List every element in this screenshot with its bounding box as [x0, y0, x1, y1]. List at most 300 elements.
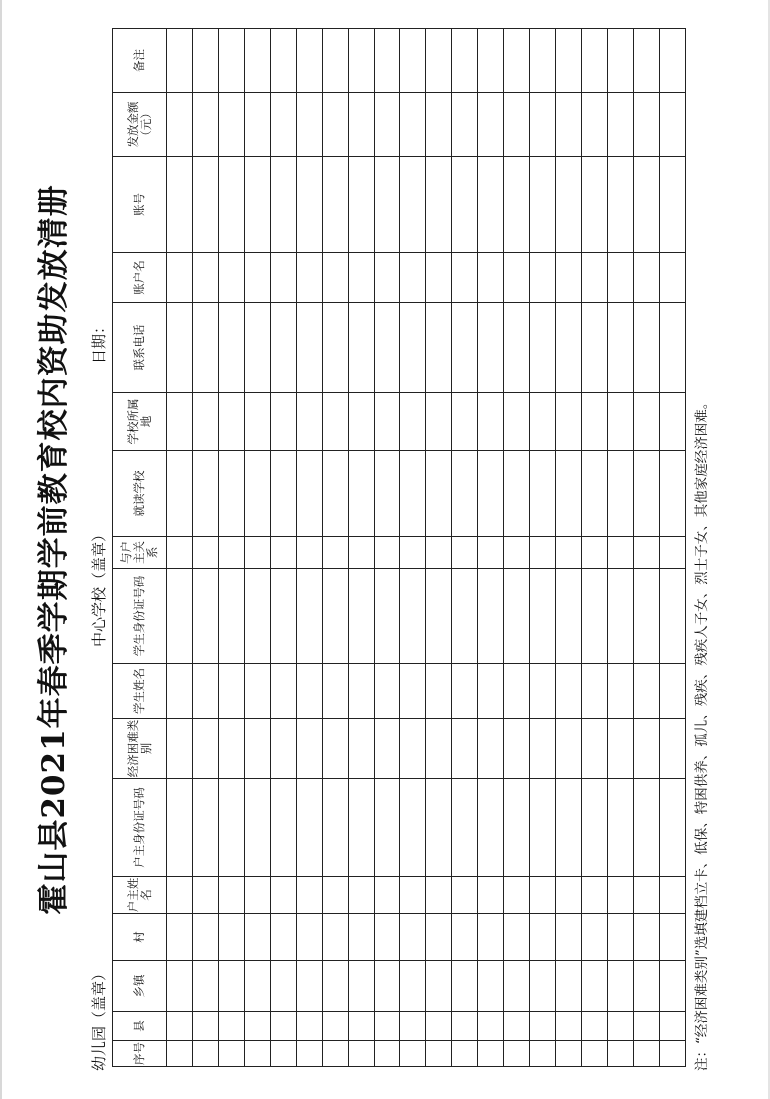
table-cell: [556, 157, 582, 253]
table-cell: [244, 779, 270, 877]
table-cell: [374, 537, 400, 569]
table-cell: [374, 719, 400, 779]
table-cell: [582, 1012, 608, 1041]
table-cell: [607, 719, 633, 779]
table-cell: [167, 569, 193, 664]
table-cell: [244, 569, 270, 664]
table-cell: [504, 664, 530, 719]
table-cell: [556, 664, 582, 719]
table-cell: [348, 779, 374, 877]
table-row: [582, 29, 608, 1067]
table-row: [167, 29, 193, 1067]
table-cell: [192, 253, 218, 303]
table-cell: [270, 914, 296, 961]
table-cell: [582, 719, 608, 779]
table-cell: [374, 877, 400, 914]
table-cell: [192, 914, 218, 961]
table-cell: [633, 719, 659, 779]
table-cell: [452, 877, 478, 914]
table-cell: [322, 961, 348, 1012]
table-cell: [270, 303, 296, 393]
table-cell: [400, 914, 426, 961]
header-relation: 与户主关系: [113, 537, 167, 569]
table-cell: [400, 29, 426, 93]
header-town: 乡镇: [113, 961, 167, 1012]
table-cell: [530, 393, 556, 451]
table-cell: [530, 303, 556, 393]
table-cell: [322, 29, 348, 93]
table-cell: [478, 451, 504, 537]
table-cell: [348, 877, 374, 914]
table-cell: [607, 961, 633, 1012]
table-cell: [478, 537, 504, 569]
table-cell: [659, 451, 685, 537]
table-cell: [530, 253, 556, 303]
table-cell: [659, 1012, 685, 1041]
table-cell: [452, 29, 478, 93]
table-cell: [270, 93, 296, 157]
table-cell: [530, 914, 556, 961]
table-row: [659, 29, 685, 1067]
table-cell: [478, 157, 504, 253]
table-cell: [374, 29, 400, 93]
table-cell: [296, 157, 322, 253]
table-cell: [659, 29, 685, 93]
table-cell: [504, 29, 530, 93]
table-cell: [192, 664, 218, 719]
table-cell: [218, 719, 244, 779]
table-cell: [296, 664, 322, 719]
table-cell: [582, 29, 608, 93]
table-cell: [426, 719, 452, 779]
table-cell: [296, 93, 322, 157]
table-cell: [374, 393, 400, 451]
table-cell: [348, 393, 374, 451]
table-row: [374, 29, 400, 1067]
table-cell: [218, 537, 244, 569]
table-cell: [426, 1041, 452, 1067]
table-cell: [607, 664, 633, 719]
table-cell: [244, 157, 270, 253]
header-householder-name: 户主姓名: [113, 877, 167, 914]
table-cell: [400, 779, 426, 877]
table-cell: [659, 393, 685, 451]
table-cell: [556, 451, 582, 537]
table-cell: [270, 779, 296, 877]
table-cell: [633, 393, 659, 451]
table-cell: [452, 961, 478, 1012]
table-cell: [167, 961, 193, 1012]
table-cell: [452, 253, 478, 303]
table-cell: [530, 569, 556, 664]
table-cell: [478, 914, 504, 961]
table-cell: [504, 914, 530, 961]
table-cell: [296, 914, 322, 961]
table-cell: [426, 29, 452, 93]
table-cell: [607, 303, 633, 393]
table-cell: [244, 914, 270, 961]
table-cell: [348, 961, 374, 1012]
table-row: [218, 29, 244, 1067]
table-cell: [348, 664, 374, 719]
table-cell: [426, 877, 452, 914]
table-cell: [348, 719, 374, 779]
table-cell: [218, 303, 244, 393]
table-cell: [556, 877, 582, 914]
table-cell: [192, 961, 218, 1012]
table-cell: [504, 157, 530, 253]
table-row: [348, 29, 374, 1067]
table-cell: [659, 914, 685, 961]
table-row: [426, 29, 452, 1067]
table-cell: [530, 451, 556, 537]
table-cell: [192, 451, 218, 537]
table-cell: [218, 29, 244, 93]
table-cell: [607, 29, 633, 93]
table-cell: [322, 537, 348, 569]
table-row: [322, 29, 348, 1067]
table-cell: [556, 93, 582, 157]
table-cell: [244, 1041, 270, 1067]
table-cell: [659, 719, 685, 779]
header-village: 村: [113, 914, 167, 961]
table-cell: [348, 1041, 374, 1067]
table-cell: [582, 961, 608, 1012]
table-cell: [426, 157, 452, 253]
table-cell: [322, 451, 348, 537]
table-cell: [296, 451, 322, 537]
table-cell: [322, 303, 348, 393]
table-cell: [167, 451, 193, 537]
table-cell: [322, 93, 348, 157]
table-cell: [478, 303, 504, 393]
table-cell: [633, 29, 659, 93]
table-cell: [659, 537, 685, 569]
table-cell: [607, 253, 633, 303]
table-cell: [322, 877, 348, 914]
table-cell: [400, 451, 426, 537]
table-cell: [426, 393, 452, 451]
table-cell: [426, 1012, 452, 1041]
table-cell: [270, 664, 296, 719]
table-cell: [218, 157, 244, 253]
table-cell: [607, 157, 633, 253]
table-cell: [192, 29, 218, 93]
table-cell: [244, 303, 270, 393]
table-cell: [322, 253, 348, 303]
table-cell: [504, 779, 530, 877]
table-cell: [244, 393, 270, 451]
table-cell: [530, 29, 556, 93]
table-cell: [582, 451, 608, 537]
table-cell: [244, 719, 270, 779]
table-cell: [633, 779, 659, 877]
header-account-name: 账户名: [113, 253, 167, 303]
table-cell: [633, 537, 659, 569]
table-cell: [322, 569, 348, 664]
table-cell: [426, 914, 452, 961]
table-cell: [244, 451, 270, 537]
table-cell: [296, 877, 322, 914]
table-cell: [348, 914, 374, 961]
table-cell: [374, 914, 400, 961]
table-cell: [374, 157, 400, 253]
table-cell: [478, 1041, 504, 1067]
table-cell: [167, 914, 193, 961]
table-cell: [348, 303, 374, 393]
table-cell: [633, 961, 659, 1012]
table-cell: [400, 1012, 426, 1041]
table-cell: [218, 569, 244, 664]
table-cell: [530, 664, 556, 719]
table-cell: [270, 157, 296, 253]
table-cell: [582, 877, 608, 914]
table-row: [556, 29, 582, 1067]
table-cell: [556, 1041, 582, 1067]
table-cell: [270, 961, 296, 1012]
header-student-id: 学生身份证号码: [113, 569, 167, 664]
table-cell: [478, 1012, 504, 1041]
table-cell: [192, 157, 218, 253]
table-cell: [452, 914, 478, 961]
table-cell: [607, 779, 633, 877]
header-phone: 联系电话: [113, 303, 167, 393]
table-cell: [607, 1041, 633, 1067]
table-cell: [582, 779, 608, 877]
table-cell: [504, 1041, 530, 1067]
table-cell: [452, 157, 478, 253]
table-cell: [400, 1041, 426, 1067]
table-cell: [167, 303, 193, 393]
table-cell: [348, 29, 374, 93]
table-cell: [426, 303, 452, 393]
table-cell: [426, 537, 452, 569]
table-cell: [167, 719, 193, 779]
table-cell: [296, 253, 322, 303]
table-cell: [607, 1012, 633, 1041]
table-cell: [400, 961, 426, 1012]
table-cell: [556, 29, 582, 93]
table-cell: [244, 1012, 270, 1041]
table-cell: [270, 29, 296, 93]
table-cell: [322, 1041, 348, 1067]
table-cell: [374, 961, 400, 1012]
table-cell: [296, 537, 322, 569]
table-cell: [218, 664, 244, 719]
table-cell: [322, 719, 348, 779]
table-cell: [633, 253, 659, 303]
header-amount: 发放金额（元）: [113, 93, 167, 157]
table-cell: [374, 451, 400, 537]
table-cell: [167, 779, 193, 877]
table-cell: [504, 877, 530, 914]
table-cell: [374, 569, 400, 664]
table-cell: [192, 303, 218, 393]
table-cell: [270, 569, 296, 664]
table-row: [607, 29, 633, 1067]
table-cell: [478, 961, 504, 1012]
table-cell: [582, 393, 608, 451]
table-cell: [218, 393, 244, 451]
table-cell: [400, 877, 426, 914]
table-cell: [322, 779, 348, 877]
center-school-stamp-label: 中心学校（盖章）: [90, 526, 108, 647]
table-cell: [659, 303, 685, 393]
table-cell: [504, 451, 530, 537]
table-cell: [504, 1012, 530, 1041]
table-cell: [452, 303, 478, 393]
table-cell: [556, 914, 582, 961]
table-cell: [530, 719, 556, 779]
table-cell: [504, 303, 530, 393]
table-cell: [348, 451, 374, 537]
table-cell: [452, 393, 478, 451]
table-cell: [400, 157, 426, 253]
table-cell: [270, 393, 296, 451]
table-cell: [167, 253, 193, 303]
table-cell: [478, 719, 504, 779]
table-row: [296, 29, 322, 1067]
table-cell: [633, 157, 659, 253]
table-cell: [633, 1012, 659, 1041]
table-cell: [607, 914, 633, 961]
table-cell: [633, 1041, 659, 1067]
table-cell: [167, 1012, 193, 1041]
table-cell: [400, 664, 426, 719]
table-cell: [530, 537, 556, 569]
table-cell: [296, 719, 322, 779]
table-cell: [633, 664, 659, 719]
table-cell: [478, 569, 504, 664]
table-cell: [218, 451, 244, 537]
table-cell: [607, 393, 633, 451]
table-cell: [296, 1041, 322, 1067]
table-cell: [244, 961, 270, 1012]
table-cell: [504, 393, 530, 451]
table-cell: [374, 664, 400, 719]
table-cell: [218, 1012, 244, 1041]
table-cell: [452, 664, 478, 719]
table-cell: [270, 1041, 296, 1067]
table-cell: [218, 961, 244, 1012]
table-cell: [426, 961, 452, 1012]
table-cell: [659, 961, 685, 1012]
table-cell: [270, 877, 296, 914]
table-cell: [504, 569, 530, 664]
table-cell: [633, 451, 659, 537]
table-cell: [659, 93, 685, 157]
table-row: [633, 29, 659, 1067]
subsidy-roster-table: [112, 28, 686, 1067]
table-cell: [582, 1041, 608, 1067]
kindergarten-stamp-label: 幼儿园（盖章）: [90, 965, 108, 1071]
table-cell: [633, 303, 659, 393]
table-cell: [426, 253, 452, 303]
table-cell: [218, 779, 244, 877]
table-cell: [192, 1041, 218, 1067]
table-cell: [244, 29, 270, 93]
table-cell: [348, 157, 374, 253]
table-cell: [478, 779, 504, 877]
table-cell: [167, 393, 193, 451]
table-cell: [556, 393, 582, 451]
header-hardship-category: 经济困难类别: [113, 719, 167, 779]
table-cell: [400, 303, 426, 393]
table-cell: [582, 253, 608, 303]
table-cell: [452, 451, 478, 537]
table-cell: [296, 1012, 322, 1041]
table-cell: [478, 664, 504, 719]
table-cell: [633, 93, 659, 157]
table-cell: [192, 719, 218, 779]
table-cell: [607, 537, 633, 569]
table-cell: [607, 93, 633, 157]
table-cell: [322, 664, 348, 719]
table-cell: [348, 1012, 374, 1041]
table-cell: [478, 93, 504, 157]
table-cell: [556, 303, 582, 393]
table-cell: [244, 877, 270, 914]
table-cell: [270, 253, 296, 303]
table-cell: [452, 537, 478, 569]
table-cell: [659, 253, 685, 303]
table-cell: [218, 253, 244, 303]
table-row: [244, 29, 270, 1067]
table-cell: [504, 253, 530, 303]
roster-body: [167, 29, 686, 1067]
table-cell: [322, 1012, 348, 1041]
table-cell: [530, 961, 556, 1012]
table-cell: [452, 779, 478, 877]
header-student-name: 学生姓名: [113, 664, 167, 719]
table-cell: [348, 93, 374, 157]
table-cell: [296, 303, 322, 393]
table-cell: [659, 877, 685, 914]
table-cell: [659, 157, 685, 253]
table-cell: [556, 779, 582, 877]
table-cell: [633, 877, 659, 914]
table-cell: [582, 93, 608, 157]
table-row: [192, 29, 218, 1067]
table-cell: [348, 537, 374, 569]
table-cell: [270, 451, 296, 537]
table-cell: [556, 961, 582, 1012]
table-cell: [556, 537, 582, 569]
table-cell: [400, 253, 426, 303]
table-cell: [322, 157, 348, 253]
table-cell: [218, 914, 244, 961]
table-cell: [607, 569, 633, 664]
table-cell: [374, 779, 400, 877]
table-cell: [530, 779, 556, 877]
table-cell: [607, 451, 633, 537]
table-cell: [504, 961, 530, 1012]
footnote: 注：“经济困难类别”选填建档立卡、低保、特困供养、孤儿、残疾、残疾人子女、烈士子女、其他家庭经济困难。: [694, 395, 710, 1071]
table-cell: [582, 537, 608, 569]
table-cell: [296, 29, 322, 93]
table-cell: [322, 393, 348, 451]
table-cell: [374, 1012, 400, 1041]
header-county: 县: [113, 1012, 167, 1041]
table-cell: [504, 537, 530, 569]
table-row: [270, 29, 296, 1067]
table-cell: [633, 569, 659, 664]
table-cell: [400, 93, 426, 157]
table-cell: [452, 93, 478, 157]
table-cell: [530, 1041, 556, 1067]
table-cell: [192, 93, 218, 157]
table-cell: [322, 914, 348, 961]
